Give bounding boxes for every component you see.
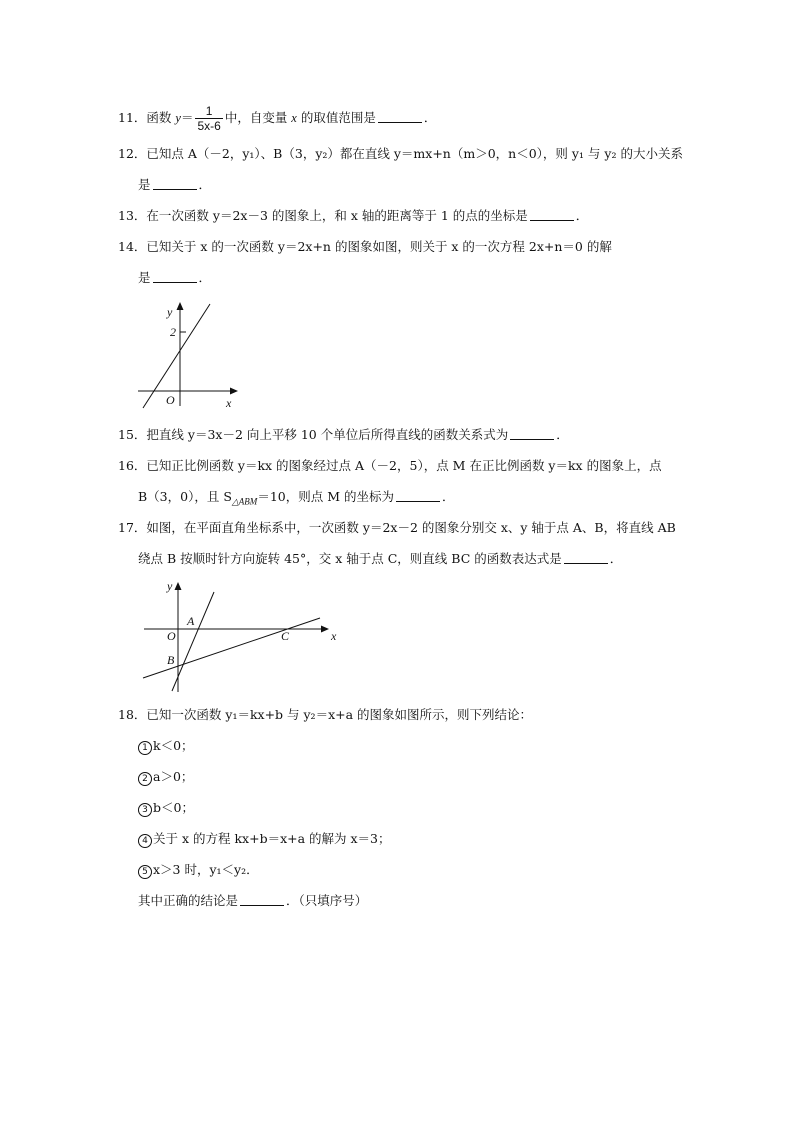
- answer-blank: [396, 489, 440, 502]
- question-number: 11．: [118, 110, 147, 125]
- x-axis-arrow: [230, 388, 238, 395]
- conclusion-3: 3 b＜0；: [138, 799, 718, 817]
- answer-blank: [153, 177, 197, 190]
- answer-blank: [564, 551, 608, 564]
- x-axis-arrow: [321, 626, 329, 633]
- circled-number: 1: [138, 741, 152, 755]
- question-17: 17．如图，在平面直角坐标系中，一次函数 y＝2x－2 的图象分别交 x、y 轴于点 A、B，将直线 AB: [118, 520, 676, 535]
- question-number: 14．: [118, 239, 147, 254]
- question-13: 13．在一次函数 y＝2x－3 的图象上，和 x 轴的距离等于 1 的点的坐标是 ．: [118, 208, 589, 223]
- circled-number: 4: [138, 834, 152, 848]
- question-11: 11．函数 y＝ $\frac{1}{5x-6}$ 中，自变量 x 的取值范围是 ．: [118, 104, 437, 133]
- point-a-label: A: [187, 614, 195, 628]
- question-17-line-2: 绕点 B 按顺时针方向旋转 45°，交 x 轴于点 C，则直线 BC 的函数表达式是 ．: [138, 551, 623, 566]
- question-16: 16．已知正比例函数 y＝kx 的图象经过点 A（－2，5），点 M 在正比例函数 y＝kx 的图象上，点: [118, 458, 662, 473]
- x-axis-label: x: [331, 629, 337, 643]
- origin-label: O: [166, 393, 175, 407]
- answer-blank: [378, 110, 422, 123]
- point-b-label: B: [167, 653, 175, 667]
- q17-graph: [138, 576, 348, 696]
- answer-blank: [530, 208, 574, 221]
- line-bc: [143, 618, 320, 678]
- circled-number: 3: [138, 803, 152, 817]
- conclusion-2: 2 a＞0；: [138, 768, 718, 786]
- point-c-label: C: [281, 629, 290, 643]
- question-12: 12．已知点 A（－2，y₁）、B（3，y₂）都在直线 y＝mx+n（m＞0，n＜0），则 y₁ 与 y₂ 的大小关系: [118, 146, 683, 161]
- question-18-tail: 其中正确的结论是 ．（只填序号）: [138, 893, 368, 908]
- function-line: [143, 304, 210, 408]
- question-number: 18．: [118, 707, 147, 722]
- question-12-line-2: 是 ．: [138, 177, 212, 192]
- y-axis-label: y: [167, 579, 173, 593]
- q14-graph: [130, 296, 245, 411]
- conclusion-4: 4 关于 x 的方程 kx+b＝x+a 的解为 x＝3；: [138, 830, 718, 848]
- question-18: 18．已知一次函数 y₁＝kx+b 与 y₂＝x+a 的图象如图所示，则下列结论：: [118, 707, 533, 722]
- question-number: 15．: [118, 427, 147, 442]
- answer-blank: [153, 270, 197, 283]
- y-axis-label: y: [167, 305, 173, 319]
- conclusion-5: 5 x＞3 时，y₁＜y₂．: [138, 861, 718, 879]
- answer-blank: [510, 427, 554, 440]
- answer-blank: [240, 893, 284, 906]
- question-number: 12．: [118, 146, 147, 161]
- tick-label-2: 2: [170, 325, 176, 339]
- origin-label: O: [167, 629, 176, 643]
- question-number: 13．: [118, 208, 147, 223]
- conclusion-1: 1 k＜0；: [138, 737, 718, 755]
- y-axis-arrow: [177, 302, 184, 310]
- question-14: 14．已知关于 x 的一次函数 y＝2x+n 的图象如图，则关于 x 的一次方程 2x+n＝0 的解: [118, 239, 612, 254]
- circled-number: 5: [138, 865, 152, 879]
- circled-number: 2: [138, 772, 152, 786]
- question-14-line-2: 是 ．: [138, 270, 212, 285]
- fraction: $\frac{1}{5x-6}$: [197, 104, 221, 133]
- question-16-line-2: B（3，0），且 $S_{\triangle ABM}=10$，则点 M 的坐标为 ．: [138, 489, 455, 507]
- question-number: 16．: [118, 458, 147, 473]
- question-15: 15．把直线 y＝3x－2 向上平移 10 个单位后所得直线的函数关系式为 ．: [118, 427, 569, 442]
- x-axis-label: x: [226, 396, 232, 410]
- question-number: 17．: [118, 520, 147, 535]
- y-axis-arrow: [175, 582, 182, 590]
